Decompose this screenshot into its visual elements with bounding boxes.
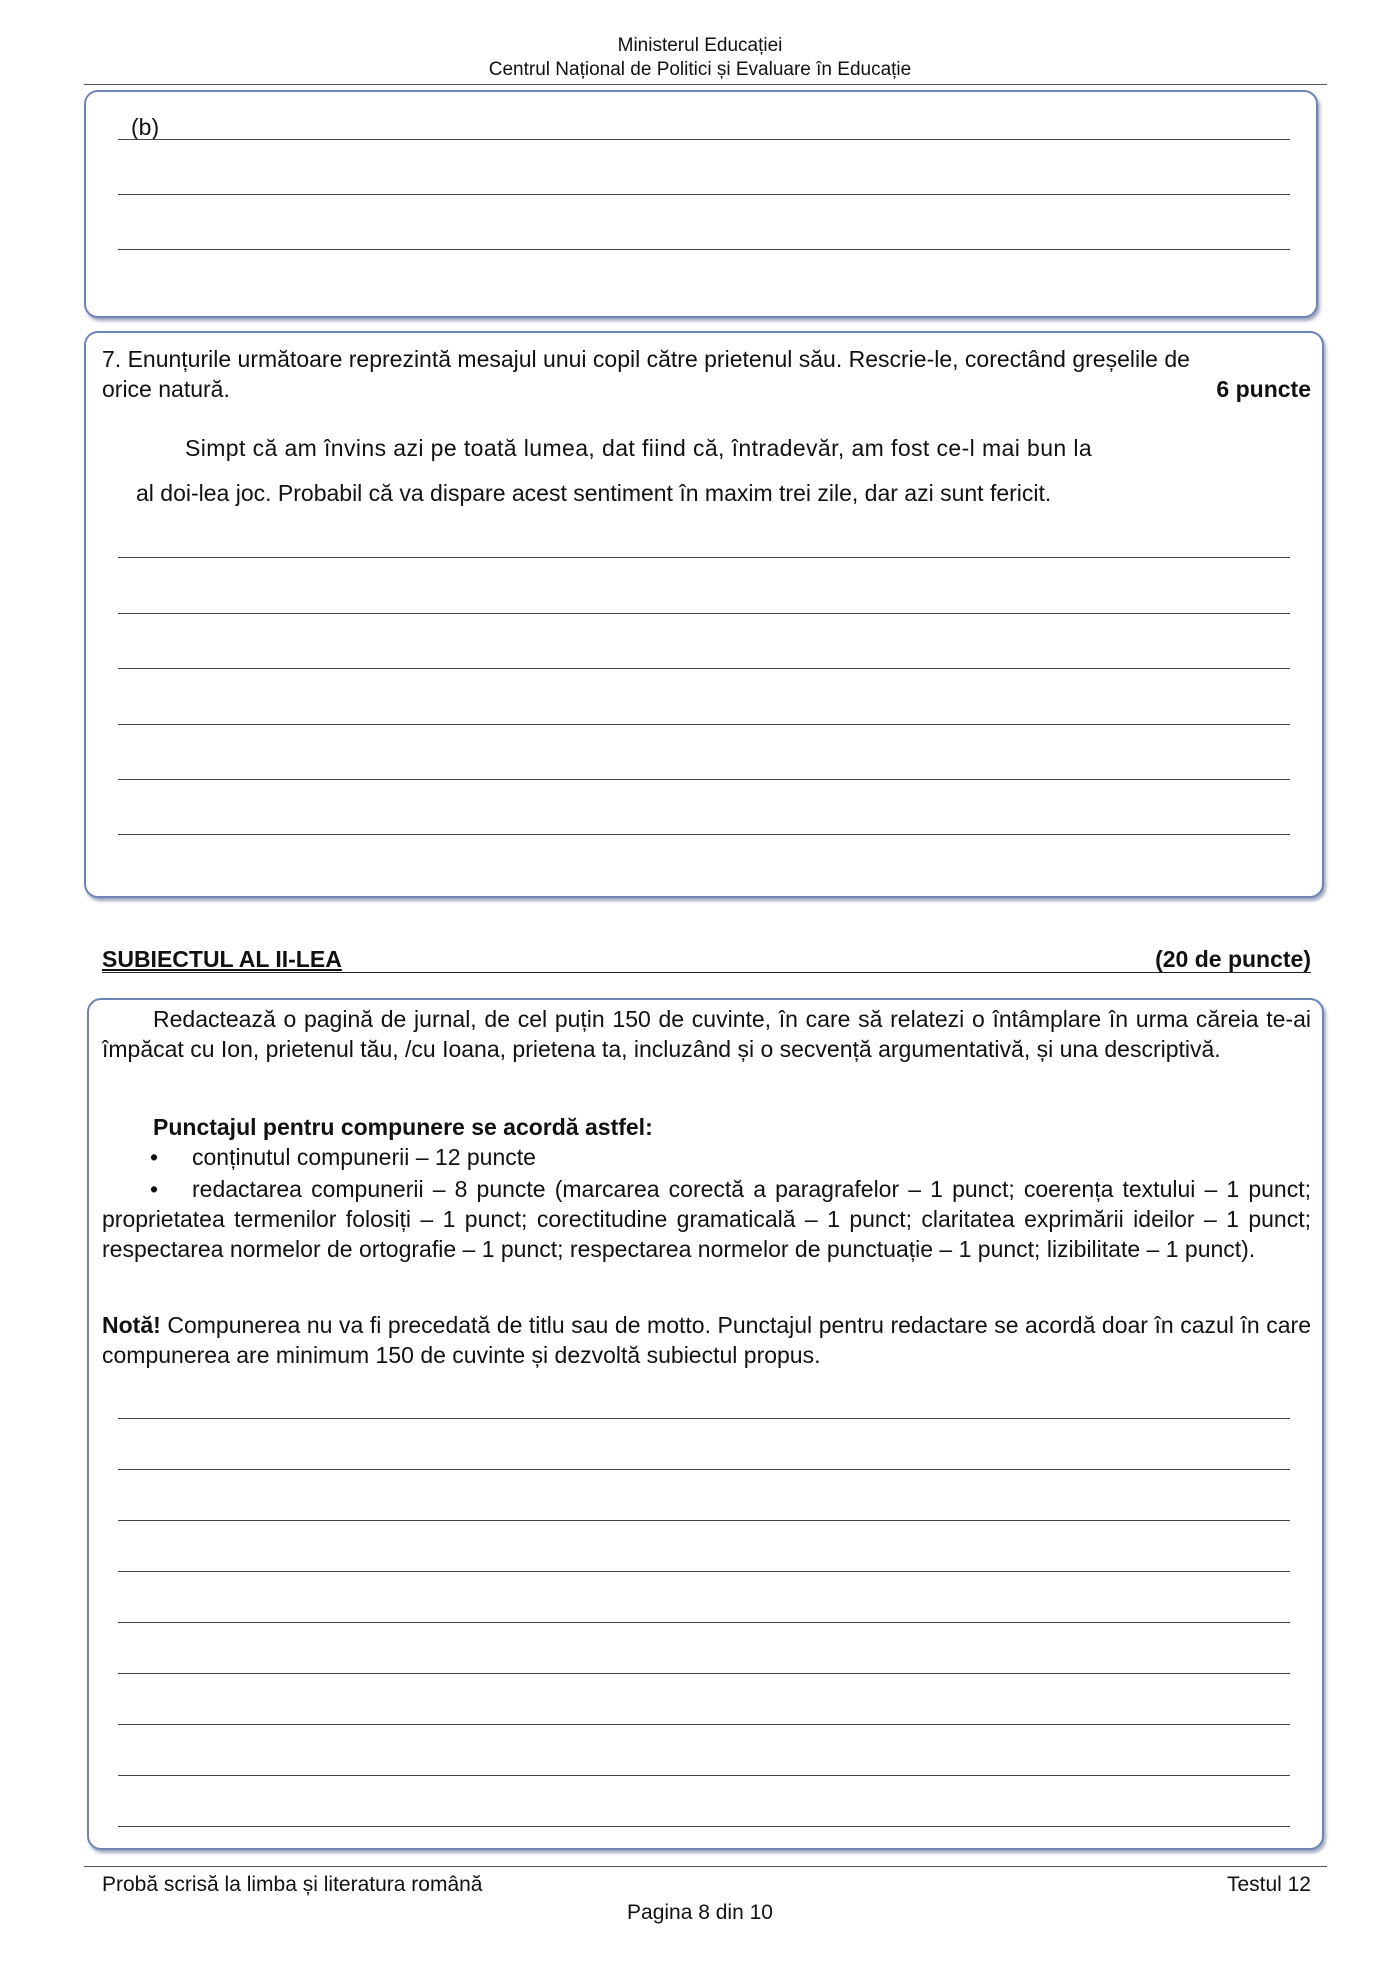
scoring-bullet-writing: redactarea compunerii – 8 puncte (marcarea corectă a paragrafelor – 1 punct; coerența textului – 1 punct; proprietatea termenilor folosiți – 1 punct; corectitudine gramaticală – 1 punct; claritatea exprimării ideilor – 1 punct; respectarea normelor de ortografie – 1 punct; respectarea normelor de punctuație – 1 punct; lizibilitate – 1 punct). xyxy=(102,1176,1311,1262)
header-rule xyxy=(84,84,1327,85)
item7-prompt-line1: 7. Enunțurile următoare reprezintă mesajul unui copil către prietenul său. Rescrie-le, corectând greșelile de xyxy=(102,346,1190,372)
answer-line[interactable] xyxy=(118,194,1290,195)
answer-box-b xyxy=(84,90,1318,318)
note-text: Compunerea nu va fi precedată de titlu sau de motto. Punctajul pentru redactare se acordă doar în cazul în care compunerea are minimum 150 de cuvinte și dezvoltă subiectul propus. xyxy=(102,1312,1311,1368)
header-ministry: Ministerul Educației xyxy=(617,35,783,56)
answer-line[interactable] xyxy=(118,779,1290,780)
item7-prompt-line2: orice natură. xyxy=(102,376,230,402)
footer-test-number: Testul 12 xyxy=(1226,1873,1311,1896)
answer-line[interactable] xyxy=(118,1622,1290,1623)
note-paragraph xyxy=(102,1310,1311,1370)
subject2-underline xyxy=(102,972,1311,973)
item7-quote-line2: al doi-lea joc. Probabil că va dispare acest sentiment în maxim trei zile, dar azi sunt fericit. xyxy=(136,480,1052,506)
scoring-bullet-content: conținutul compunerii – 12 puncte xyxy=(192,1144,536,1170)
box-b-label: (b) xyxy=(131,114,160,140)
answer-line[interactable] xyxy=(118,1826,1290,1827)
answer-line[interactable] xyxy=(118,668,1290,669)
answer-line[interactable] xyxy=(118,1673,1290,1674)
item7-quote-line1: Simpt că am învins azi pe toată lumea, dat fiind că, întradevăr, am fost ce-l mai bun la xyxy=(185,435,1093,461)
answer-line[interactable] xyxy=(118,1418,1290,1419)
subject2-title: SUBIECTUL AL II-LEA xyxy=(102,946,342,972)
answer-line[interactable] xyxy=(118,1571,1290,1572)
answer-line[interactable] xyxy=(118,1724,1290,1725)
answer-line[interactable] xyxy=(118,834,1290,835)
answer-line[interactable] xyxy=(118,1520,1290,1521)
subject2-points: (20 de puncte) xyxy=(1155,946,1311,972)
header-center: Centrul Național de Politici și Evaluare în Educație xyxy=(488,59,912,80)
answer-line[interactable] xyxy=(118,139,1290,140)
bullet-icon: • xyxy=(150,1144,159,1170)
answer-line[interactable] xyxy=(118,613,1290,614)
footer-exam-title: Probă scrisă la limba și literatura română xyxy=(102,1873,483,1896)
bullet-icon: • xyxy=(150,1176,159,1202)
answer-line[interactable] xyxy=(118,249,1290,250)
item7-box xyxy=(84,331,1324,898)
footer-rule xyxy=(84,1866,1327,1867)
scoring-heading: Punctajul pentru compunere se acordă astfel: xyxy=(153,1114,653,1140)
footer-page-number: Pagina 8 din 10 xyxy=(627,1901,773,1924)
note-label: Notă! xyxy=(102,1312,161,1338)
item7-points: 6 puncte xyxy=(1216,376,1311,402)
answer-line[interactable] xyxy=(118,1469,1290,1470)
answer-line[interactable] xyxy=(118,724,1290,725)
answer-line[interactable] xyxy=(118,1775,1290,1776)
answer-line[interactable] xyxy=(118,557,1290,558)
subject2-task: Redactează o pagină de jurnal, de cel puțin 150 de cuvinte, în care să relatezi o întâmplare în urma căreia te-ai împăcat cu Ion, prietenul tău, /cu Ioana, prietena ta, incluzând și o secvență argumentativă, și una descriptivă. xyxy=(102,1006,1311,1062)
